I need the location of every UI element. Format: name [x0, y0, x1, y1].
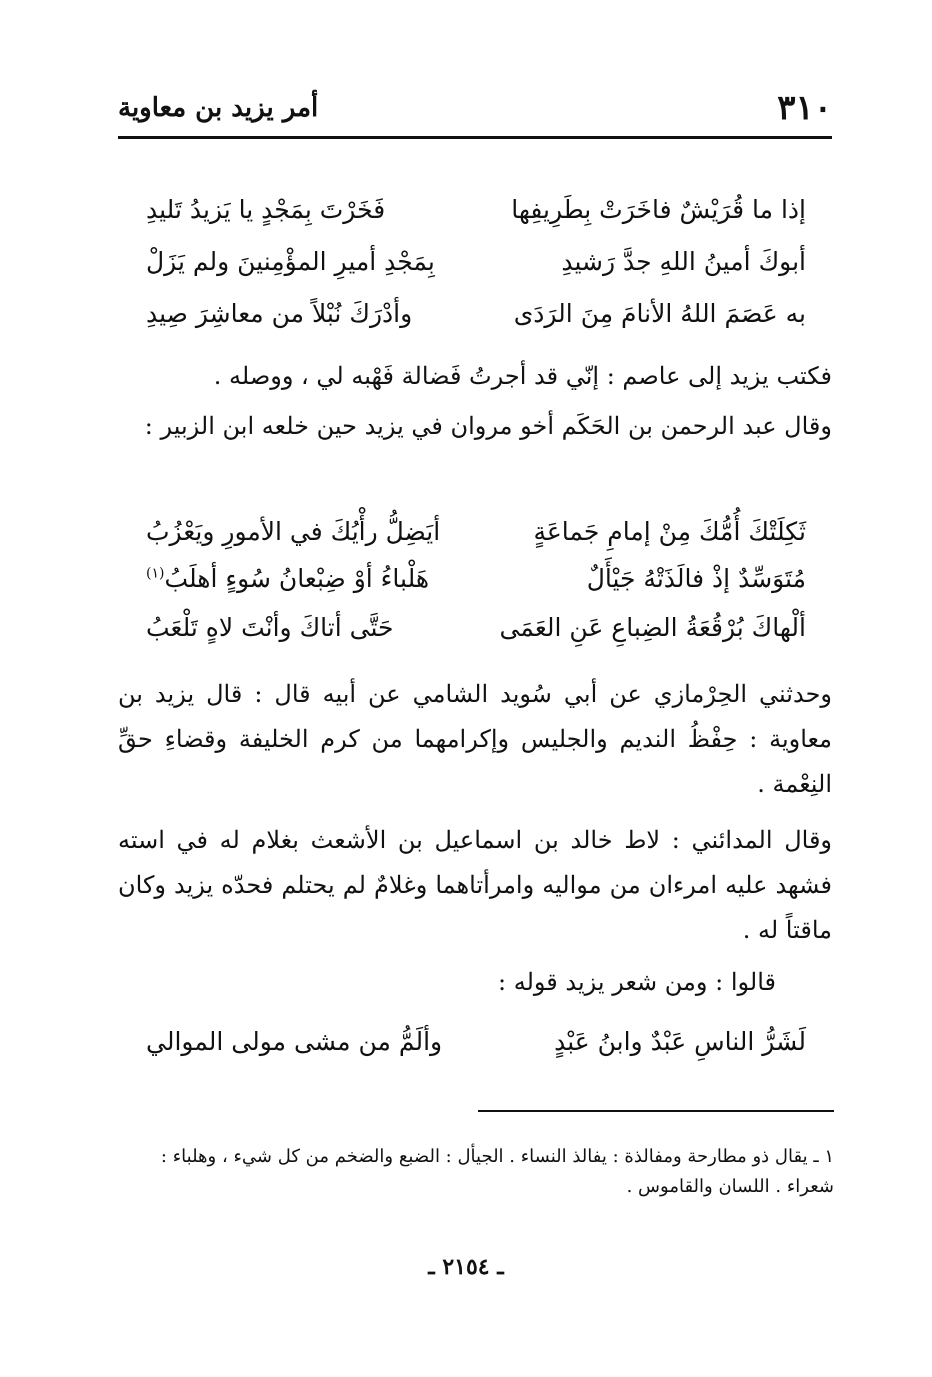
header-rule	[118, 136, 832, 139]
verse-line	[146, 559, 806, 599]
running-title: أمر يزيد بن معاوية	[118, 93, 319, 123]
page-header	[118, 86, 832, 130]
footnote-marker: (١)	[146, 565, 165, 582]
verse-first-hemistich: مُتَوَسِّدٌ إذْ فالَذَتْهُ جَيْأَلٌ	[586, 564, 806, 593]
verse-line	[146, 1022, 806, 1062]
paragraph: قالوا : ومن شعر يزيد قوله :	[497, 968, 776, 996]
footnote-rule	[478, 1110, 834, 1112]
verse-line	[146, 294, 806, 334]
folio-number: ـ ٢١٥٤ ـ	[428, 1254, 504, 1280]
verse-first-hemistich: ثَكِلَتْكَ أُمُّكَ مِنْ إمامِ جَماعَةٍ	[533, 517, 806, 546]
footnote: ١ ـ يقال ذو مطارحة ومفالذة : يفالذ النساء . الجيأل : الضبع والضخم من كل شيء ، وهلباء : شعراء . اللسان والقاموس .	[160, 1146, 834, 1197]
verse-first-hemistich: لَشَرُّ الناسِ عَبْدٌ وابنُ عَبْدٍ	[554, 1027, 806, 1056]
verse-line	[146, 512, 806, 552]
verse-second-hemistich	[146, 559, 451, 599]
verse-second-hemistich: وألَمُّ من مشى مولى الموالي	[146, 1027, 443, 1056]
verse-second-hemistich: بِمَجْدِ أميرِ المؤْمِنينَ ولم يَزَلْ	[146, 247, 435, 276]
verse-first-hemistich: به عَصَمَ اللهُ الأنامَ مِنَ الرَدَى	[513, 299, 806, 328]
verse-text: هَلْباءُ أوْ ضِبْعانُ سُوءٍ أهلَبُ	[164, 564, 430, 593]
verse-first-hemistich: أبوكَ أمينُ اللهِ جدَّ رَشيدِ	[561, 247, 806, 276]
paragraph: وقال عبد الرحمن بن الحَكَم أخو مروان في يزيد حين خلعه ابن الزبير :	[144, 412, 832, 440]
paragraph: وقال المدائني : لاط خالد بن اسماعيل بن الأشعث بغلام له في استه فشهد عليه امرءان من مواليه وامرأتاهما وغلامٌ لم يحتلم فحدّه يزيد وكان ماقتاً له .	[118, 826, 832, 944]
verse-second-hemistich: حَتَّى أتاكَ وأنْتَ لاهٍ تَلْعَبُ	[146, 613, 394, 642]
verse-first-hemistich: إذا ما قُرَيْشٌ فاخَرَتْ بِطَرِيفِها	[511, 195, 806, 224]
verse-line	[146, 242, 806, 282]
verse-line	[146, 608, 806, 648]
verse-second-hemistich: أيَضِلُّ رأْيُكَ في الأمورِ ويَعْزُبُ	[146, 517, 441, 546]
verse-line	[146, 190, 806, 230]
paragraph: فكتب يزيد إلى عاصم : إنّي قد أجرتُ فَضالة فَهْبه لي ، ووصله .	[213, 362, 832, 390]
page-number: ٣١٠	[777, 88, 832, 128]
paragraph: وحدثني الحِرْمازي عن أبي سُويد الشامي عن أبيه قال : قال يزيد بن معاوية : حِفْظُ النديم والجليس وإكرامهما من كرم الخليفة وقضاءِ حقِّ النِعْمة .	[118, 680, 832, 798]
verse-second-hemistich: فَخَرْتَ بِمَجْدٍ يا يَزيدُ تَليدِ	[146, 195, 386, 224]
verse-first-hemistich: ألْهاكَ بُرْقُعَةُ الضِباعِ عَنِ العَمَى	[499, 613, 806, 642]
verse-second-hemistich: وأدْرَكَ نُبْلاً من معاشِرَ صِيدِ	[146, 299, 413, 328]
